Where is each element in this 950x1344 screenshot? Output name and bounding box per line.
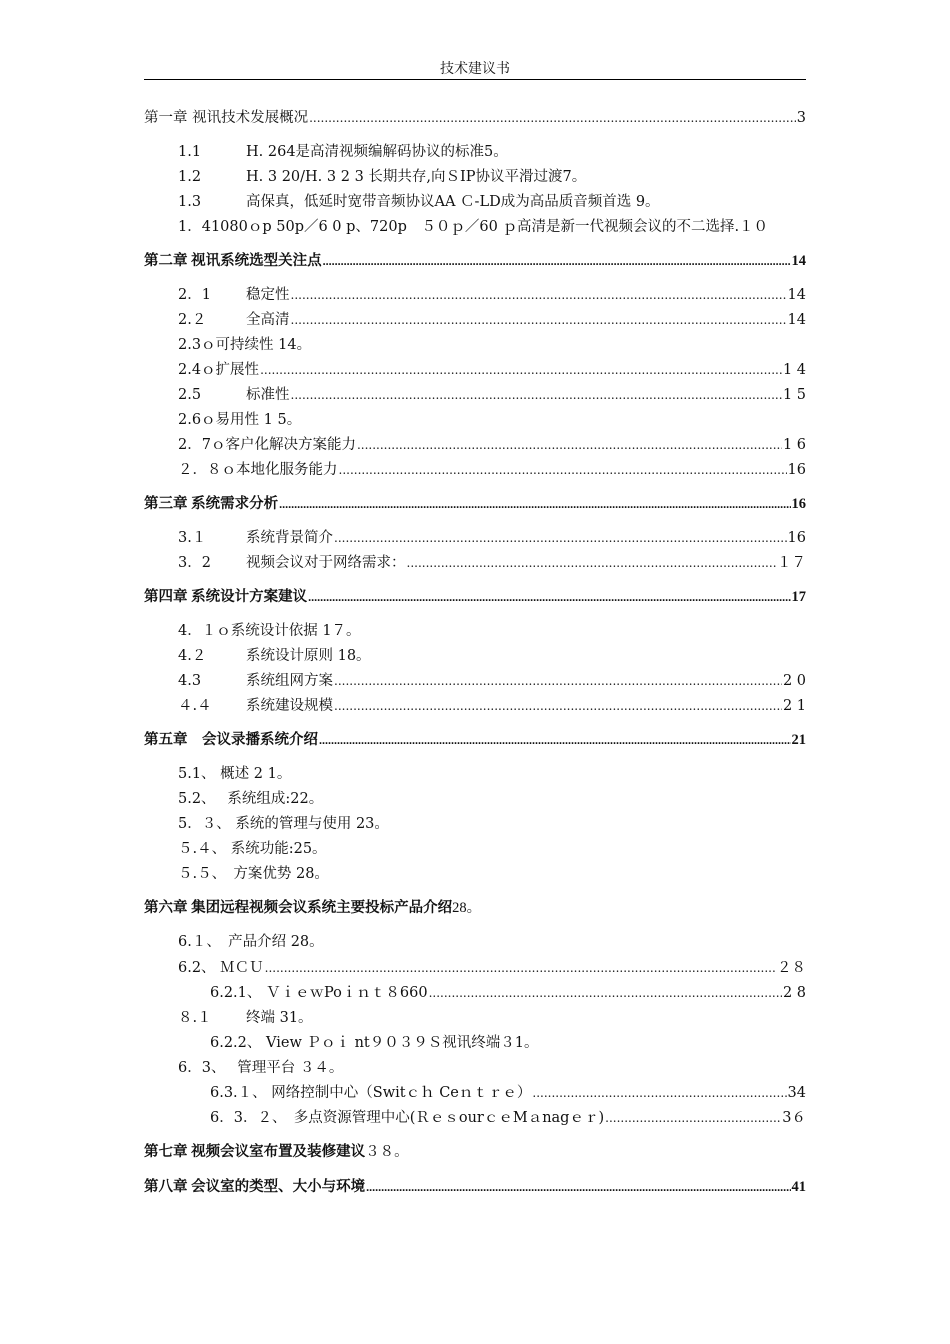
toc-title: ５.４、 系统功能:25。 — [178, 841, 327, 857]
dot-leader — [291, 284, 787, 306]
toc-title: 1．41080ｏp 50p／6 0 p、720p ５０ｐ／60 ｐ高清是新一代视频会议的不二选择.１０ — [178, 219, 769, 235]
dot-leader — [291, 384, 782, 406]
toc-title: 2.6ｏ易用性 1 5。 — [178, 412, 302, 428]
toc-title: 系统背景简介 — [246, 530, 333, 546]
toc-page-number: 1 5 — [782, 387, 806, 403]
toc-entry[interactable] — [178, 284, 806, 306]
toc-page-number: 34 — [787, 1085, 806, 1101]
toc-page-number: 17 — [791, 589, 806, 605]
toc-title: 6.3.１、 网络控制中心（Switｃｈ Ceｎｔｒｅ） — [210, 1085, 532, 1101]
toc-entry[interactable] — [178, 813, 389, 835]
toc-entry[interactable] — [178, 957, 806, 979]
toc-title: ２．８ｏ本地化服务能力 — [178, 462, 338, 478]
toc-entry[interactable] — [178, 552, 806, 574]
toc-page-number: 3６ — [782, 1110, 806, 1126]
toc-number: 2.5 — [178, 387, 202, 403]
toc-title: 第二章 视讯系统选型关注点 — [144, 253, 322, 269]
dot-leader — [334, 670, 782, 692]
dot-leader — [319, 729, 791, 751]
toc-title: 第八章 会议室的类型、大小与环境 — [144, 1179, 366, 1195]
toc-page-number: 14 — [787, 287, 806, 303]
toc-title: 系统设计原则 18。 — [246, 648, 371, 664]
toc-title: 第六章 集团远程视频会议系统主要投标产品介绍 — [144, 900, 453, 916]
toc-page-number: 16 — [787, 462, 806, 478]
toc-number: 4.２ — [178, 648, 207, 664]
dot-leader — [366, 1176, 790, 1198]
toc-entry[interactable] — [144, 1176, 806, 1198]
toc-entry[interactable] — [178, 166, 586, 188]
toc-title: 视频会议对于网络需求： — [246, 555, 406, 571]
toc-title: 高保真，低延时宽带音频协议AA Ｃ-LD成为高品质音频首选 9。 — [246, 194, 660, 210]
toc-page-inline: 28。 — [452, 900, 482, 916]
dot-leader — [323, 250, 791, 272]
toc-page-number: 2 0 — [782, 673, 806, 689]
toc-title: 5.1、 概述 2 1。 — [178, 766, 292, 782]
toc-number: ４.４ — [178, 698, 212, 714]
toc-number: ８.１ — [178, 1010, 212, 1026]
toc-entry[interactable] — [178, 309, 806, 331]
toc-entry[interactable] — [178, 141, 508, 163]
toc-entry[interactable] — [144, 1141, 409, 1163]
toc-title: 2.3ｏ可持续性 14。 — [178, 337, 312, 353]
toc-entry[interactable] — [178, 216, 768, 238]
toc-entry[interactable] — [210, 1032, 538, 1054]
toc-page-number: 1 6 — [782, 437, 806, 453]
toc-title: H. 3 20/H. 3 2 3 长期共存,向ＳIP协议平滑过渡7。 — [246, 169, 587, 185]
toc-page-number: 14 — [787, 312, 806, 328]
toc-title: 2.4ｏ扩展性 — [178, 362, 260, 378]
toc-page-number: 21 — [791, 732, 806, 748]
toc-entry[interactable] — [144, 729, 806, 751]
toc-entry[interactable] — [144, 897, 481, 919]
toc-entry[interactable] — [178, 763, 291, 785]
toc-entry[interactable] — [178, 434, 806, 456]
dot-leader — [308, 586, 790, 608]
toc-entry[interactable] — [178, 863, 329, 885]
toc-entry[interactable] — [144, 586, 806, 608]
toc-number: 1.1 — [178, 144, 202, 160]
toc-title: 6．3、 管理平台 ３４。 — [178, 1060, 344, 1076]
toc-title: 系统组网方案 — [246, 673, 333, 689]
toc-page-number: 16 — [787, 530, 806, 546]
dot-leader — [334, 695, 782, 717]
dot-leader — [532, 1082, 786, 1104]
toc-entry[interactable] — [178, 459, 806, 481]
toc-title: 6.2.2、 View Ｐｏｉ nt９０３９Ｓ视讯终端３1。 — [210, 1035, 539, 1051]
toc-title: 6．3．２、 多点资源管理中心(ＲｅｓourｃｅMａnagｅｒ) — [210, 1110, 605, 1126]
toc-title: 第五章 会议录播系统介绍 — [144, 732, 318, 748]
toc-entry[interactable] — [178, 788, 323, 810]
dot-leader — [339, 459, 787, 481]
toc-title: H. 264是高清视频编解码协议的标准5。 — [246, 144, 508, 160]
toc-entry[interactable] — [178, 527, 806, 549]
toc-title: 标准性 — [246, 387, 290, 403]
toc-title: 4．１ｏ系统设计依据 1７。 — [178, 623, 361, 639]
toc-page-number: 16 — [791, 496, 806, 512]
toc-title: 6.2.1、 ＶｉｅｗPoｉｎｔ８660 — [210, 985, 428, 1001]
toc-title: ５.５、 方案优势 28。 — [178, 866, 329, 882]
toc-page-number: 2 1 — [782, 698, 806, 714]
dot-leader — [605, 1107, 781, 1129]
toc-entry[interactable] — [178, 384, 806, 406]
toc-number: 2．1 — [178, 287, 211, 303]
toc-number: 3.１ — [178, 530, 207, 546]
toc-title: 6.2、 ＭＣＵ — [178, 960, 264, 976]
dot-leader — [357, 434, 782, 456]
toc-page-number: 1 4 — [782, 362, 806, 378]
toc-entry[interactable] — [178, 620, 361, 642]
toc-entry[interactable] — [178, 645, 371, 667]
toc-number: 1.3 — [178, 194, 202, 210]
toc-entry[interactable] — [178, 1057, 343, 1079]
dot-leader — [429, 982, 782, 1004]
toc-title: 5．３、 系统的管理与使用 23。 — [178, 816, 389, 832]
toc-title: 2．7ｏ客户化解决方案能力 — [178, 437, 356, 453]
toc-entry[interactable] — [178, 1007, 313, 1029]
dot-leader — [291, 309, 787, 331]
toc-entry[interactable] — [144, 493, 806, 515]
dot-leader — [279, 493, 790, 515]
toc-title: 终端 31。 — [246, 1010, 313, 1026]
dot-leader — [265, 957, 776, 979]
dot-leader — [260, 359, 782, 381]
toc-entry[interactable] — [178, 695, 806, 717]
toc-entry[interactable] — [210, 982, 806, 1004]
toc-entry[interactable] — [144, 107, 806, 129]
toc-number: 1.2 — [178, 169, 202, 185]
toc-page-inline: ３８。 — [365, 1144, 409, 1160]
toc-page-number: 14 — [791, 253, 806, 269]
toc-number: 4.3 — [178, 673, 202, 689]
toc-entry[interactable] — [178, 334, 311, 356]
header-title: 技术建议书 — [440, 61, 510, 77]
toc-title: 第四章 系统设计方案建议 — [144, 589, 308, 605]
toc-title: 全高清 — [246, 312, 290, 328]
toc-page-number: 2 8 — [782, 985, 806, 1001]
toc-title: 稳定性 — [246, 287, 290, 303]
toc-title: 第七章 视频会议室布置及装修建议 — [144, 1144, 366, 1160]
toc-title: 第一章 视讯技术发展概况 — [144, 110, 309, 126]
toc-entry[interactable] — [210, 1082, 806, 1104]
toc-page-number: １７ — [777, 555, 806, 571]
toc-entry[interactable] — [178, 359, 806, 381]
toc-entry[interactable] — [178, 670, 806, 692]
toc-entry[interactable] — [178, 838, 327, 860]
toc-entry[interactable] — [178, 409, 301, 431]
toc-title: 第三章 系统需求分析 — [144, 496, 279, 512]
toc-entry[interactable] — [178, 191, 660, 213]
toc-page-number: 41 — [791, 1179, 806, 1195]
dot-leader — [407, 552, 777, 574]
toc-number: 2.２ — [178, 312, 207, 328]
toc-entry[interactable] — [144, 250, 806, 272]
toc-entry[interactable] — [178, 931, 324, 953]
toc-page-number: ２８ — [777, 960, 806, 976]
toc-title: 系统建设规模 — [246, 698, 333, 714]
toc-page-number: 3 — [796, 110, 806, 126]
toc-title: 5.2、 系统组成:22。 — [178, 791, 324, 807]
toc-entry[interactable] — [210, 1107, 806, 1129]
toc-title: 6.１、 产品介绍 28。 — [178, 934, 324, 950]
page-header — [144, 60, 806, 80]
dot-leader — [334, 527, 787, 549]
dot-leader — [309, 107, 796, 129]
toc-number: 3．2 — [178, 555, 211, 571]
